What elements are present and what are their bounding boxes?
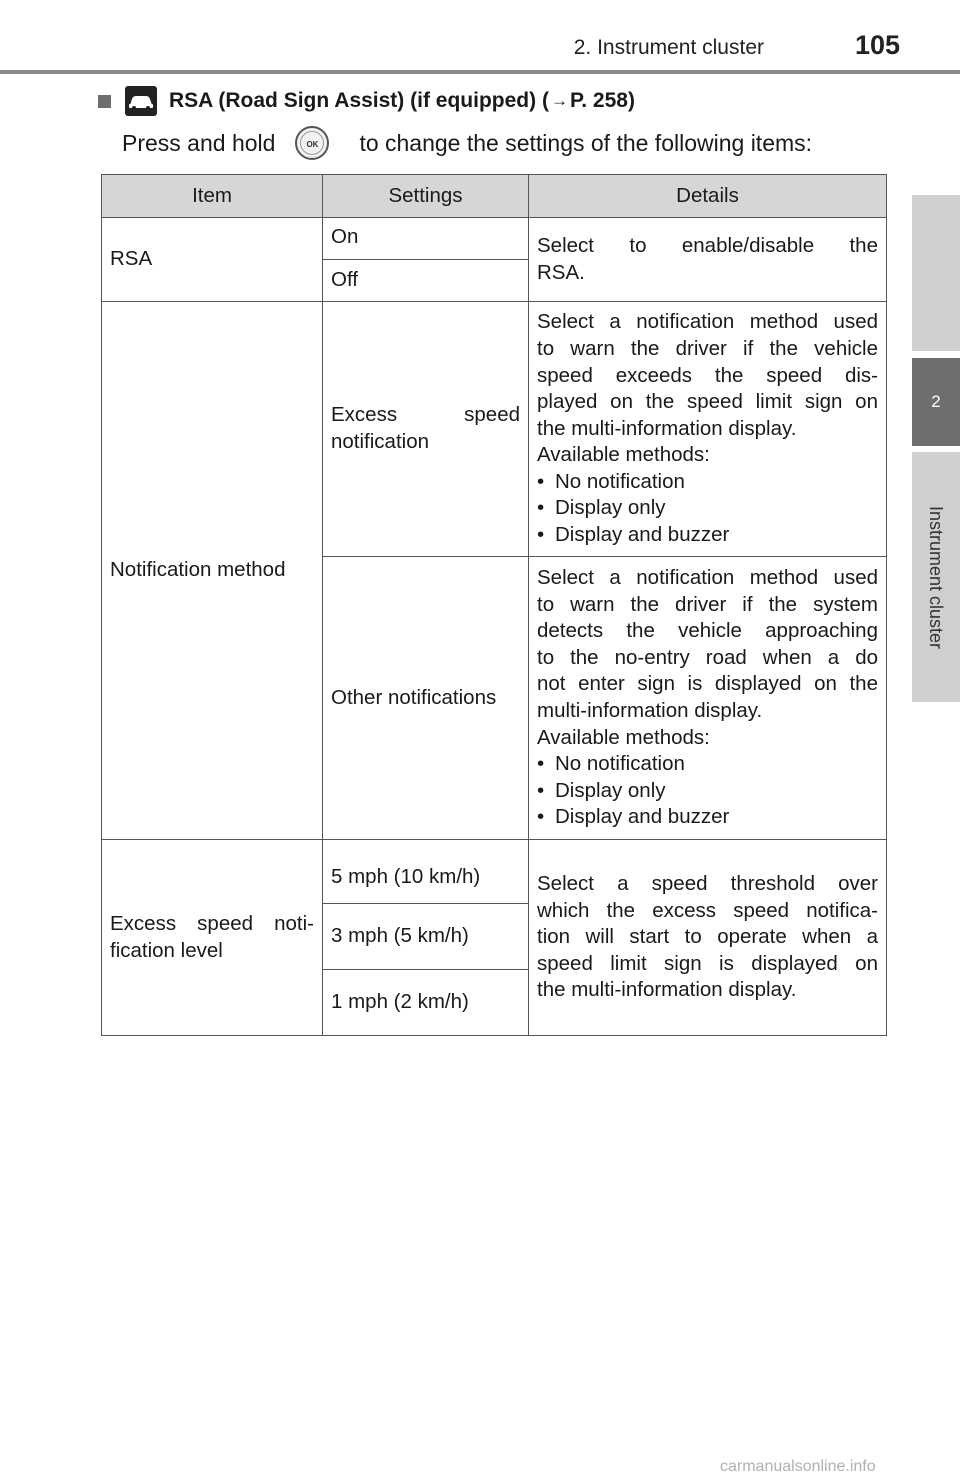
setting-excess-speed-notification <box>323 302 529 557</box>
list-item: • No notification <box>537 469 878 496</box>
watermark: carmanualsonline.info <box>720 1458 876 1475</box>
setting-level-1mph: 1 mph (2 km/h) <box>323 970 529 1036</box>
intro-after: to change the settings of the following items: <box>359 129 813 156</box>
arrow-icon: → <box>550 91 568 110</box>
column-header-details: Details <box>529 175 887 218</box>
details-line: played on the speed limit sign on <box>537 390 878 414</box>
table-header-row <box>102 175 887 218</box>
setting-line: Excess speed <box>331 403 520 427</box>
details-line: to warn the driver if the system <box>537 592 878 616</box>
table-row <box>102 840 887 904</box>
header-divider <box>0 70 960 74</box>
item-line: fication level <box>110 938 223 962</box>
item-excess-speed-notification-level <box>102 840 323 1036</box>
item-line: Excess speed noti- <box>110 911 314 935</box>
item-rsa: RSA <box>102 218 323 302</box>
details-excess-speed-notification <box>529 302 887 557</box>
settings-table <box>101 174 887 1036</box>
methods-list <box>537 469 878 549</box>
section-heading <box>98 86 635 116</box>
chapter-label: Instrument cluster <box>926 505 947 649</box>
list-item: • Display and buzzer <box>537 804 878 831</box>
column-header-settings: Settings <box>323 175 529 218</box>
list-item: • Display only <box>537 495 878 522</box>
list-item: • No notification <box>537 751 878 778</box>
column-header-item: Item <box>102 175 323 218</box>
details-line: Select a notification method used <box>537 566 878 590</box>
intro-before: Press and hold <box>122 129 276 156</box>
setting-off: Off <box>323 260 529 302</box>
side-tab-label <box>912 452 960 702</box>
details-line: the multi-information display. <box>537 978 797 1002</box>
details-excess-speed-level <box>529 840 887 1036</box>
item-notification-method: Notification method <box>102 302 323 840</box>
ok-button-icon: OK <box>295 126 329 160</box>
list-item: • Display and buzzer <box>537 522 878 549</box>
section-page-ref[interactable]: P. 258) <box>569 89 635 112</box>
details-line: not enter sign is displayed on the <box>537 672 878 696</box>
section-heading-text: RSA (Road Sign Assist) (if equipped) ( <box>169 89 549 112</box>
setting-other-notifications: Other notifications <box>323 557 529 840</box>
details-line: Select a notification method used <box>537 310 878 334</box>
chapter-number: 2 <box>931 392 941 411</box>
details-line: which the excess speed notifica- <box>537 898 878 922</box>
page-header-title: 2. Instrument cluster <box>573 36 764 59</box>
section-bullet-icon <box>98 95 111 108</box>
setting-level-5mph: 5 mph (10 km/h) <box>323 840 529 904</box>
details-line: multi-information display. <box>537 699 763 722</box>
methods-label: Available methods: <box>537 725 710 749</box>
page-number: 105 <box>854 30 900 60</box>
setting-level-3mph: 3 mph (5 km/h) <box>323 904 529 970</box>
side-tab-chapter-number[interactable] <box>912 358 960 446</box>
details-line: speed limit sign is displayed on <box>537 951 878 975</box>
details-line: Select a speed threshold over <box>537 872 878 896</box>
details-line: speed exceeds the speed dis- <box>537 363 878 387</box>
setting-line: notification <box>331 430 430 453</box>
car-road-sign-icon <box>125 86 157 116</box>
details-line: detects the vehicle approaching <box>537 619 878 643</box>
side-tab-spacer-top <box>912 195 960 351</box>
details-line: to the no-entry road when a do <box>537 645 878 669</box>
list-item: • Display only <box>537 778 878 805</box>
setting-on: On <box>323 218 529 260</box>
details-line: to warn the driver if the vehicle <box>537 336 878 360</box>
intro-sentence <box>122 126 812 160</box>
table-row <box>102 218 887 260</box>
methods-label: Available methods: <box>537 443 710 467</box>
details-other-notifications <box>529 557 887 840</box>
table-row <box>102 302 887 557</box>
details-line: RSA. <box>537 260 585 284</box>
details-line: the multi-information display. <box>537 416 797 440</box>
details-rsa <box>529 218 887 302</box>
details-line: Select to enable/disable the <box>537 233 878 257</box>
details-line: tion will start to operate when a <box>537 925 878 949</box>
methods-list <box>537 751 878 831</box>
